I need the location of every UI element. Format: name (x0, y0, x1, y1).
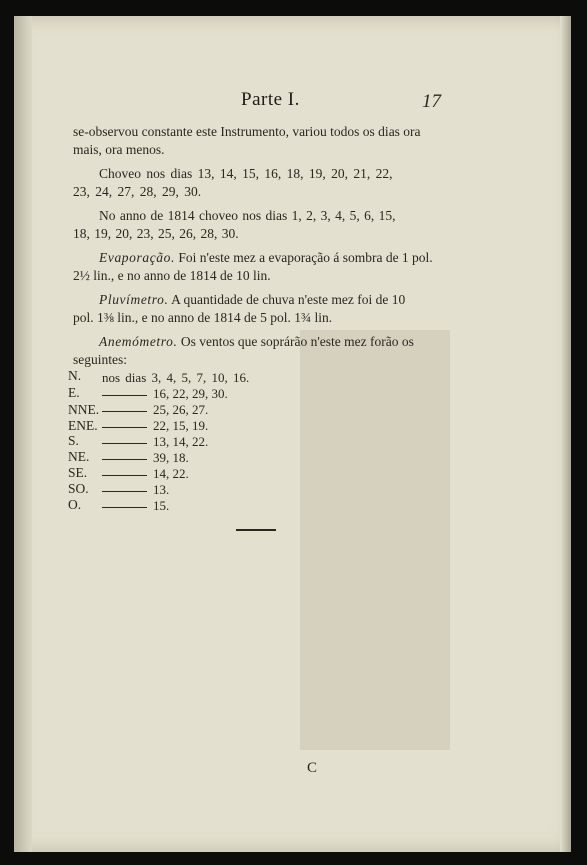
wind-days (102, 402, 208, 418)
running-head: Parte I. (241, 89, 300, 110)
section-end-rule (236, 529, 276, 531)
paragraph-line: Choveo nos dias 13, 14, 15, 16, 18, 19, 20, 21, 22, (99, 166, 393, 181)
wind-direction: N. (68, 368, 82, 383)
wind-days (102, 386, 228, 402)
paragraph-line: pol. 1⅜ lin., e no anno de 1814 de 5 pol. 1¾ lin. (73, 310, 333, 325)
pluviometer-label: Pluvímetro. (99, 292, 169, 307)
paragraph-line: 2½ lin., e no anno de 1814 de 10 lin. (73, 268, 271, 283)
wind-days (102, 418, 208, 434)
leader-dash (102, 475, 147, 476)
wind-days (102, 482, 169, 498)
wind-direction: NE. (68, 449, 90, 464)
wind-direction: E. (68, 385, 80, 400)
signature-mark: C (307, 760, 318, 776)
wind-days (102, 434, 208, 450)
page-number: 17 (422, 91, 441, 112)
page-edge-shadow (560, 16, 571, 852)
anemometer-label: Anemómetro. (99, 334, 178, 349)
leader-dash (102, 411, 147, 412)
wind-direction: ENE. (68, 418, 98, 433)
wind-direction: SO. (68, 481, 89, 496)
leader-dash (102, 395, 147, 396)
wind-direction: S. (68, 433, 79, 448)
wind-days (102, 370, 249, 386)
wind-days (102, 498, 169, 514)
wind-days (102, 466, 189, 482)
leader-dash (102, 491, 147, 492)
paragraph-line: 18, 19, 20, 23, 25, 26, 28, 30. (73, 226, 239, 241)
wind-day-list: 15. (153, 498, 170, 513)
show-through-bleed (300, 330, 450, 750)
evaporation-paragraph (99, 249, 433, 267)
leader-dash (102, 507, 147, 508)
pluviometer-paragraph (99, 291, 405, 309)
paragraph-line: se-observou constante este Instrumento, variou todos os dias ora (73, 124, 421, 139)
wind-day-list: 13, 14, 22. (153, 434, 209, 449)
leader-dash (102, 459, 147, 460)
paragraph-line: No anno de 1814 choveo nos dias 1, 2, 3, 4, 5, 6, 15, (99, 208, 396, 223)
paragraph-text: Os ventos que soprárão n'este mez forão os (180, 334, 414, 349)
anemometer-paragraph (99, 333, 414, 351)
paragraph-line: 23, 24, 27, 28, 29, 30. (73, 184, 202, 199)
wind-day-list: 25, 26, 27. (153, 402, 209, 417)
wind-day-list: 3, 4, 5, 7, 10, 16. (151, 370, 250, 385)
wind-direction: O. (68, 497, 82, 512)
wind-day-list: 13. (153, 482, 170, 497)
wind-day-list: 39, 18. (153, 450, 189, 465)
page-gutter-shadow (14, 16, 32, 852)
wind-prefix: nos dias (102, 370, 147, 385)
wind-day-list: 22, 15, 19. (153, 418, 209, 433)
evaporation-label: Evaporação. (99, 250, 175, 265)
leader-dash (102, 427, 147, 428)
paragraph-text: Foi n'este mez a evaporação á sombra de 1 pol. (178, 250, 433, 265)
paragraph-text: A quantidade de chuva n'este mez foi de 10 (171, 292, 406, 307)
wind-direction: SE. (68, 465, 88, 480)
wind-direction: NNE. (68, 402, 100, 417)
paragraph-line: seguintes: (73, 352, 127, 367)
wind-day-list: 16, 22, 29, 30. (153, 386, 228, 401)
wind-days (102, 450, 189, 466)
wind-day-list: 14, 22. (153, 466, 189, 481)
paragraph-line: mais, ora menos. (73, 142, 165, 157)
leader-dash (102, 443, 147, 444)
